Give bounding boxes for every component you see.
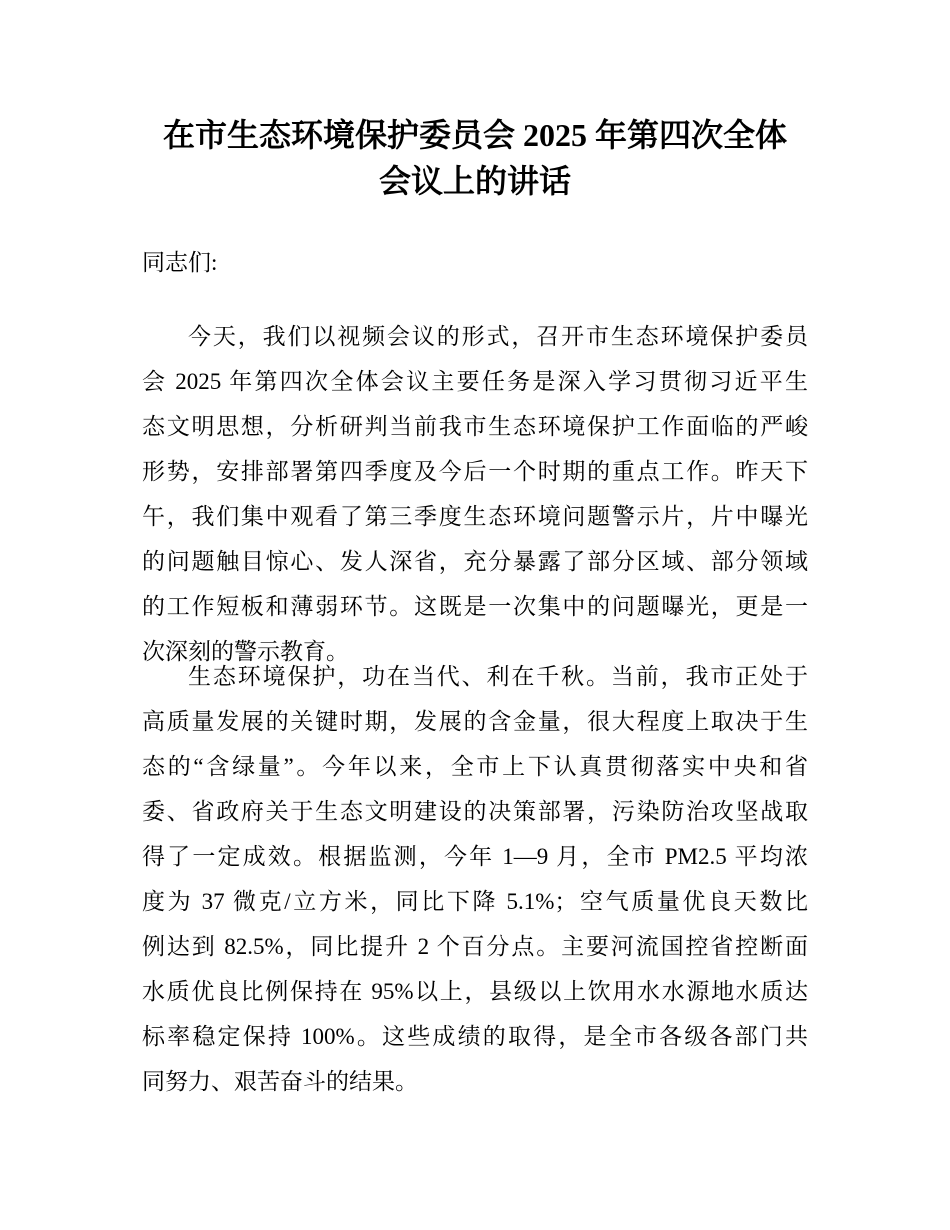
text-line: 态的“含绿量”。今年以来，全市上下认真贯彻落实中央和省 [142,754,808,779]
text-line: 标率稳定保持 100%。这些成绩的取得，是全市各级各部门共 [142,1024,808,1049]
text-line: 例达到 82.5%，同比提升 2 个百分点。主要河流国控省控断面 [142,934,808,959]
text-line: 同努力、艰苦奋斗的结果。 [142,1069,418,1094]
text-line: 态文明思想，分析研判当前我市生态环境保护工作面临的严峻 [142,414,808,439]
text-line: 次深刻的警示教育。 [142,639,349,664]
text-line: 会 2025 年第四次全体会议主要任务是深入学习贯彻习近平生 [142,369,808,394]
title-line: 在市生态环境保护委员会 2025 年第四次全体 [162,117,787,153]
title-line: 会议上的讲话 [378,163,571,199]
text-line: 度为 37 微克/立方米，同比下降 5.1%；空气质量优良天数比 [142,889,808,914]
text-line: 高质量发展的关键时期，发展的含金量，很大程度上取决于生 [142,709,808,734]
text-line: 午，我们集中观看了第三季度生态环境问题警示片，片中曝光 [142,504,808,529]
paragraph-1 [142,322,808,682]
text-line: 的问题触目惊心、发人深省，充分暴露了部分区域、部分领域 [142,549,808,574]
salutation: 同志们: [142,250,218,275]
text-line: 的工作短板和薄弱环节。这既是一次集中的问题曝光，更是一 [142,594,808,619]
text-line: 水质优良比例保持在 95%以上，县级以上饮用水水源地水质达 [142,979,808,1004]
text-line: 形势，安排部署第四季度及今后一个时期的重点工作。昨天下 [142,459,808,484]
document-title [0,112,950,204]
text-line: 得了一定成效。根据监测，今年 1—9 月，全市 PM2.5 平均浓 [142,844,808,869]
text-line: 委、省政府关于生态文明建设的决策部署，污染防治攻坚战取 [142,799,808,824]
text-line: 今天，我们以视频会议的形式，召开市生态环境保护委员 [188,324,808,349]
paragraph-2 [142,662,808,1112]
text-line: 生态环境保护，功在当代、利在千秋。当前，我市正处于 [188,664,808,689]
